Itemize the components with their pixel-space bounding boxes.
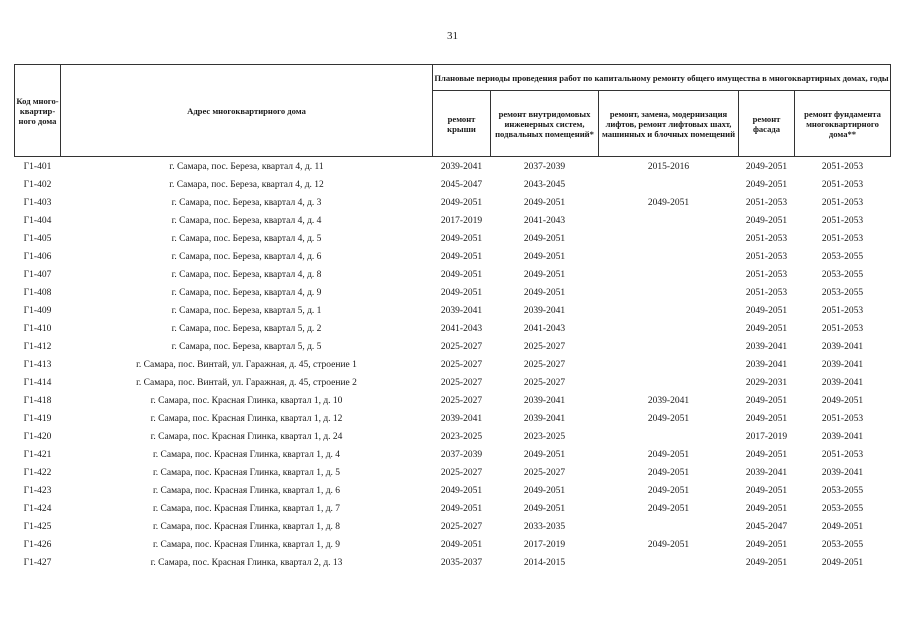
foundation-period-cell: 2051-2053: [821, 414, 864, 424]
foundation-period-cell: 2051-2053: [821, 450, 864, 460]
facade-period-cell: 2029-2031: [745, 378, 788, 388]
header-roof-repair: ремонт крыши: [433, 91, 491, 157]
table-row: [15, 500, 891, 518]
code-cell: Г1-407: [23, 270, 52, 280]
roof-period-cell: 2049-2051: [440, 504, 483, 514]
facade-period-cell: 2049-2051: [745, 558, 788, 568]
facade-period-cell: 2049-2051: [745, 414, 788, 424]
systems-period-cell: 2017-2019: [523, 540, 566, 550]
facade-period-cell: 2049-2051: [745, 180, 788, 190]
facade-period-cell: 2051-2053: [745, 270, 788, 280]
code-cell: Г1-401: [23, 162, 52, 172]
roof-period-cell: 2035-2037: [440, 558, 483, 568]
code-cell: Г1-418: [23, 396, 52, 406]
facade-period-cell: 2017-2019: [745, 432, 788, 442]
systems-period-cell: 2049-2051: [523, 252, 566, 262]
roof-period-cell: 2025-2027: [440, 396, 483, 406]
code-cell: Г1-402: [23, 180, 52, 190]
lifts-period-cell: [599, 374, 739, 392]
header-engineering-systems-repair: ремонт внутридомовых инженерных систем, подвальных помещений*: [491, 91, 599, 157]
facade-period-cell: 2049-2051: [745, 486, 788, 496]
lifts-period-cell: 2015-2016: [647, 162, 690, 172]
lifts-period-cell: [599, 230, 739, 248]
systems-period-cell: 2049-2051: [523, 288, 566, 298]
systems-period-cell: 2041-2043: [523, 216, 566, 226]
foundation-period-cell: 2039-2041: [821, 360, 864, 370]
address-cell: г. Самара, пос. Береза, квартал 4, д. 11: [169, 162, 324, 172]
roof-period-cell: 2017-2019: [440, 216, 483, 226]
roof-period-cell: 2049-2051: [440, 288, 483, 298]
systems-period-cell: 2041-2043: [523, 324, 566, 334]
table-row: [15, 194, 891, 212]
lifts-period-cell: 2039-2041: [647, 396, 690, 406]
roof-period-cell: 2039-2041: [440, 306, 483, 316]
lifts-period-cell: 2049-2051: [647, 468, 690, 478]
foundation-period-cell: 2053-2055: [821, 270, 864, 280]
address-cell: г. Самара, пос. Береза, квартал 4, д. 12: [169, 180, 324, 190]
address-cell: г. Самара, пос. Красная Глинка, квартал 1, д. 8: [152, 522, 341, 532]
page-number: 31: [447, 30, 458, 42]
address-cell: г. Самара, пос. Винтай, ул. Гаражная, д. 45, строение 2: [136, 378, 357, 388]
facade-period-cell: 2039-2041: [745, 468, 788, 478]
table-body: [15, 157, 891, 573]
foundation-period-cell: 2053-2055: [821, 540, 864, 550]
systems-period-cell: 2014-2015: [523, 558, 566, 568]
lifts-period-cell: [599, 212, 739, 230]
address-cell: г. Самара, пос. Красная Глинка, квартал 1, д. 9: [152, 540, 341, 550]
code-cell: Г1-424: [23, 504, 52, 514]
systems-period-cell: 2049-2051: [523, 270, 566, 280]
address-cell: г. Самара, пос. Красная Глинка, квартал 1, д. 24: [150, 432, 343, 442]
roof-period-cell: 2023-2025: [440, 432, 483, 442]
systems-period-cell: 2025-2027: [523, 342, 566, 352]
roof-period-cell: 2039-2041: [440, 414, 483, 424]
header-address: Адрес многоквартирного дома: [61, 65, 433, 157]
address-cell: г. Самара, пос. Береза, квартал 4, д. 4: [171, 216, 322, 226]
address-cell: г. Самара, пос. Красная Глинка, квартал 1, д. 10: [150, 396, 343, 406]
code-cell: Г1-427: [23, 558, 52, 568]
lifts-period-cell: [599, 302, 739, 320]
roof-period-cell: 2045-2047: [440, 180, 483, 190]
roof-period-cell: 2049-2051: [440, 234, 483, 244]
address-cell: г. Самара, пос. Красная Глинка, квартал 1, д. 6: [152, 486, 341, 496]
foundation-period-cell: 2053-2055: [821, 252, 864, 262]
foundation-period-cell: 2053-2055: [821, 486, 864, 496]
code-cell: Г1-409: [23, 306, 52, 316]
roof-period-cell: 2049-2051: [440, 270, 483, 280]
lifts-period-cell: [599, 554, 739, 572]
facade-period-cell: 2051-2053: [745, 198, 788, 208]
table-row: [15, 410, 891, 428]
address-cell: г. Самара, пос. Береза, квартал 4, д. 6: [171, 252, 322, 262]
code-cell: Г1-406: [23, 252, 52, 262]
address-cell: г. Самара, пос. Береза, квартал 4, д. 5: [171, 234, 322, 244]
address-cell: г. Самара, пос. Красная Глинка, квартал 1, д. 4: [152, 450, 341, 460]
lifts-period-cell: [599, 320, 739, 338]
foundation-period-cell: 2039-2041: [821, 342, 864, 352]
systems-period-cell: 2033-2035: [523, 522, 566, 532]
address-cell: г. Самара, пос. Винтай, ул. Гаражная, д. 45, строение 1: [136, 360, 357, 370]
facade-period-cell: 2049-2051: [745, 162, 788, 172]
code-cell: Г1-420: [23, 432, 52, 442]
facade-period-cell: 2049-2051: [745, 396, 788, 406]
foundation-period-cell: 2051-2053: [821, 324, 864, 334]
address-cell: г. Самара, пос. Береза, квартал 5, д. 1: [171, 306, 322, 316]
code-cell: Г1-403: [23, 198, 52, 208]
lifts-period-cell: [599, 266, 739, 284]
systems-period-cell: 2049-2051: [523, 198, 566, 208]
roof-period-cell: 2025-2027: [440, 342, 483, 352]
header-lift-repair: ремонт, замена, модернизация лифтов, ремонт лифтовых шахт, машинных и блочных помещений: [599, 91, 739, 157]
systems-period-cell: 2049-2051: [523, 486, 566, 496]
lifts-period-cell: 2049-2051: [647, 540, 690, 550]
code-cell: Г1-408: [23, 288, 52, 298]
lifts-period-cell: [599, 338, 739, 356]
roof-period-cell: 2039-2041: [440, 162, 483, 172]
lifts-period-cell: 2049-2051: [647, 486, 690, 496]
foundation-period-cell: 2053-2055: [821, 504, 864, 514]
lifts-period-cell: 2049-2051: [647, 414, 690, 424]
table-row: [15, 482, 891, 500]
table-row: [15, 428, 891, 446]
table-row: [15, 212, 891, 230]
table-row: [15, 338, 891, 356]
facade-period-cell: 2051-2053: [745, 288, 788, 298]
facade-period-cell: 2049-2051: [745, 504, 788, 514]
capital-repair-schedule-table: [14, 64, 891, 572]
roof-period-cell: 2049-2051: [440, 540, 483, 550]
address-cell: г. Самара, пос. Береза, квартал 4, д. 8: [171, 270, 322, 280]
code-cell: Г1-425: [23, 522, 52, 532]
address-cell: г. Самара, пос. Красная Глинка, квартал 1, д. 12: [150, 414, 343, 424]
code-cell: Г1-421: [23, 450, 52, 460]
foundation-period-cell: 2051-2053: [821, 216, 864, 226]
roof-period-cell: 2025-2027: [440, 360, 483, 370]
address-cell: г. Самара, пос. Береза, квартал 4, д. 3: [171, 198, 322, 208]
foundation-period-cell: 2039-2041: [821, 432, 864, 442]
code-cell: Г1-413: [23, 360, 52, 370]
lifts-period-cell: [599, 284, 739, 302]
table-row: [15, 302, 891, 320]
header-code: Код много-квартир-ного дома: [15, 65, 61, 157]
address-cell: г. Самара, пос. Красная Глинка, квартал 2, д. 13: [150, 558, 343, 568]
lifts-period-cell: [599, 248, 739, 266]
facade-period-cell: 2049-2051: [745, 324, 788, 334]
table-row: [15, 464, 891, 482]
table-row: [15, 446, 891, 464]
foundation-period-cell: 2051-2053: [821, 234, 864, 244]
systems-period-cell: 2025-2027: [523, 378, 566, 388]
lifts-period-cell: [599, 356, 739, 374]
foundation-period-cell: 2049-2051: [821, 522, 864, 532]
roof-period-cell: 2049-2051: [440, 252, 483, 262]
table-row: [15, 176, 891, 194]
lifts-period-cell: [599, 176, 739, 194]
facade-period-cell: 2051-2053: [745, 252, 788, 262]
lifts-period-cell: 2049-2051: [647, 450, 690, 460]
table-row: [15, 284, 891, 302]
code-cell: Г1-412: [23, 342, 52, 352]
facade-period-cell: 2049-2051: [745, 216, 788, 226]
table-row: [15, 374, 891, 392]
systems-period-cell: 2049-2051: [523, 450, 566, 460]
table-row: [15, 392, 891, 410]
roof-period-cell: 2049-2051: [440, 486, 483, 496]
address-cell: г. Самара, пос. Береза, квартал 5, д. 5: [171, 342, 322, 352]
header-foundation-repair: ремонт фундамента многоквартирного дома**: [795, 91, 891, 157]
foundation-period-cell: 2051-2053: [821, 306, 864, 316]
foundation-period-cell: 2049-2051: [821, 396, 864, 406]
address-cell: г. Самара, пос. Красная Глинка, квартал 1, д. 7: [152, 504, 341, 514]
facade-period-cell: 2049-2051: [745, 450, 788, 460]
code-cell: Г1-423: [23, 486, 52, 496]
table-row: [15, 320, 891, 338]
facade-period-cell: 2039-2041: [745, 360, 788, 370]
table-row: [15, 157, 891, 177]
foundation-period-cell: 2051-2053: [821, 198, 864, 208]
table-row: [15, 554, 891, 572]
roof-period-cell: 2037-2039: [440, 450, 483, 460]
systems-period-cell: 2049-2051: [523, 504, 566, 514]
lifts-period-cell: [599, 518, 739, 536]
table-row: [15, 266, 891, 284]
systems-period-cell: 2039-2041: [523, 396, 566, 406]
lifts-period-cell: 2049-2051: [647, 504, 690, 514]
systems-period-cell: 2037-2039: [523, 162, 566, 172]
systems-period-cell: 2025-2027: [523, 360, 566, 370]
systems-period-cell: 2023-2025: [523, 432, 566, 442]
systems-period-cell: 2039-2041: [523, 306, 566, 316]
foundation-period-cell: 2053-2055: [821, 288, 864, 298]
roof-period-cell: 2025-2027: [440, 522, 483, 532]
table-row: [15, 356, 891, 374]
systems-period-cell: 2025-2027: [523, 468, 566, 478]
roof-period-cell: 2049-2051: [440, 198, 483, 208]
table-row: [15, 230, 891, 248]
roof-period-cell: 2041-2043: [440, 324, 483, 334]
code-cell: Г1-404: [23, 216, 52, 226]
address-cell: г. Самара, пос. Красная Глинка, квартал 1, д. 5: [152, 468, 341, 478]
table-row: [15, 248, 891, 266]
table-row: [15, 518, 891, 536]
table-row: [15, 536, 891, 554]
foundation-period-cell: 2051-2053: [821, 162, 864, 172]
foundation-period-cell: 2039-2041: [821, 378, 864, 388]
systems-period-cell: 2049-2051: [523, 234, 566, 244]
facade-period-cell: 2045-2047: [745, 522, 788, 532]
facade-period-cell: 2039-2041: [745, 342, 788, 352]
code-cell: Г1-414: [23, 378, 52, 388]
address-cell: г. Самара, пос. Береза, квартал 5, д. 2: [171, 324, 322, 334]
foundation-period-cell: 2051-2053: [821, 180, 864, 190]
header-facade-repair: ремонт фасада: [739, 91, 795, 157]
facade-period-cell: 2049-2051: [745, 540, 788, 550]
foundation-period-cell: 2049-2051: [821, 558, 864, 568]
facade-period-cell: 2051-2053: [745, 234, 788, 244]
code-cell: Г1-426: [23, 540, 52, 550]
systems-period-cell: 2043-2045: [523, 180, 566, 190]
header-planned-periods: Плановые периоды проведения работ по капитальному ремонту общего имущества в многоквартирных домах, годы: [433, 65, 891, 91]
roof-period-cell: 2025-2027: [440, 468, 483, 478]
facade-period-cell: 2049-2051: [745, 306, 788, 316]
systems-period-cell: 2039-2041: [523, 414, 566, 424]
lifts-period-cell: 2049-2051: [647, 198, 690, 208]
foundation-period-cell: 2039-2041: [821, 468, 864, 478]
code-cell: Г1-422: [23, 468, 52, 478]
code-cell: Г1-419: [23, 414, 52, 424]
table-header: [15, 65, 891, 157]
code-cell: Г1-405: [23, 234, 52, 244]
code-cell: Г1-410: [23, 324, 52, 334]
roof-period-cell: 2025-2027: [440, 378, 483, 388]
address-cell: г. Самара, пос. Береза, квартал 4, д. 9: [171, 288, 322, 298]
lifts-period-cell: [599, 428, 739, 446]
